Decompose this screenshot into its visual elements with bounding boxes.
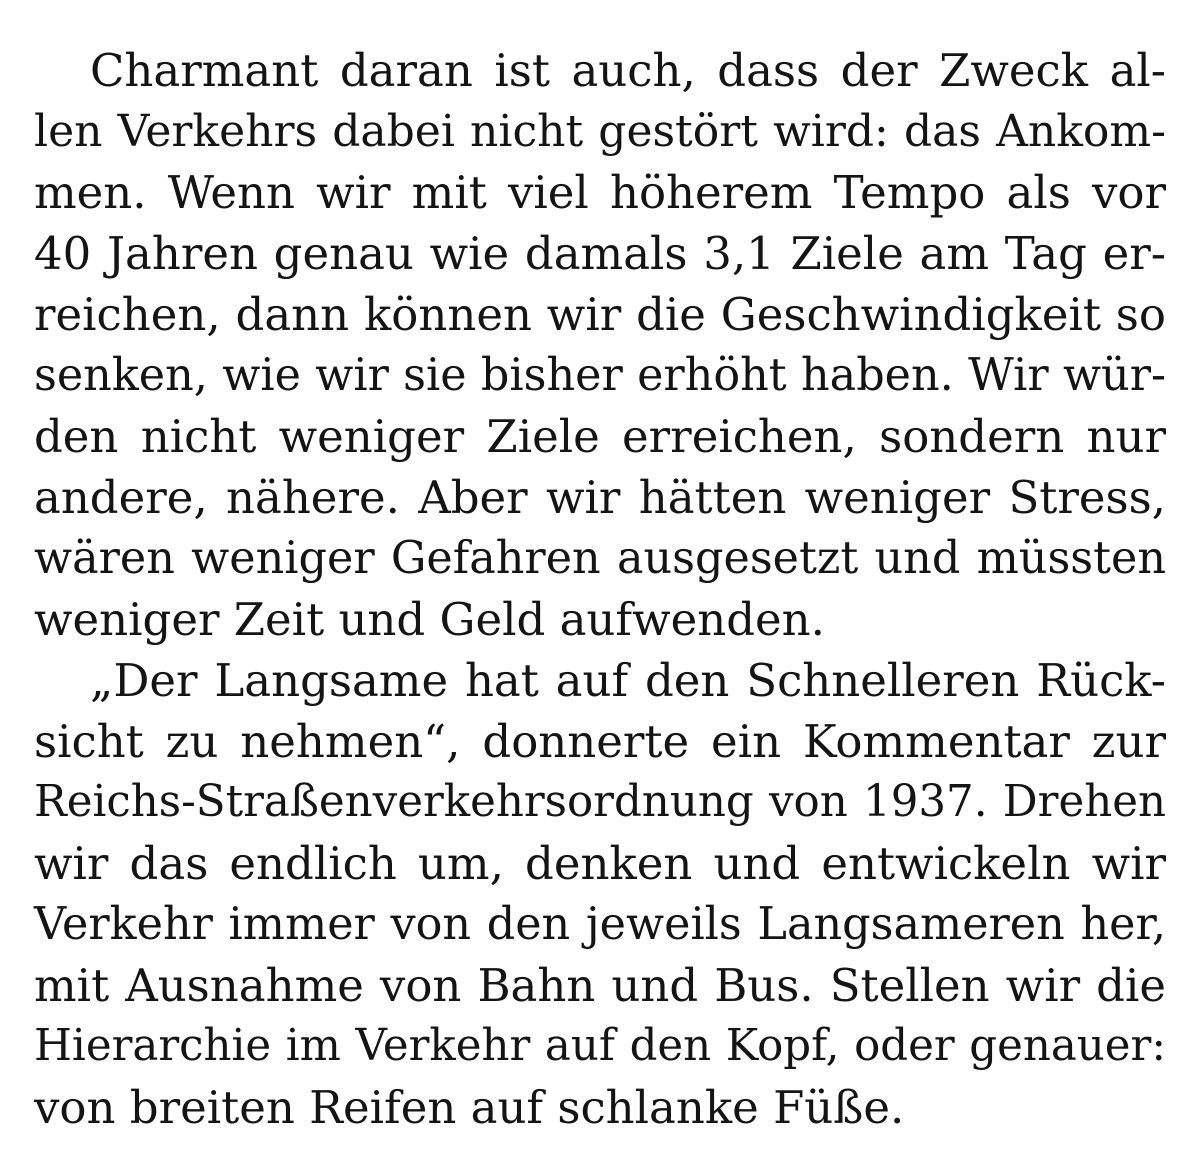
text-line: wir das endlich um, denken und entwickeln wir xyxy=(34,837,1166,890)
text-line: von breiten Reifen auf schlanke Füße. xyxy=(34,1081,905,1134)
text-line: wären weniger Gefahren ausgesetzt und müssten xyxy=(34,533,1166,584)
text-line: Reichs-Straßenverkehrsordnung von 1937. Drehen xyxy=(34,777,1166,827)
text-line: len Verkehrs dabei nicht gestört wird: das Ankom- xyxy=(34,106,1166,157)
paragraph-2 xyxy=(34,650,1166,1138)
text-line: Hierarchie im Verkehr auf den Kopf, oder genauer: xyxy=(34,1021,1166,1071)
text-line: mit Ausnahme von Bahn und Bus. Stellen wir die xyxy=(34,959,1166,1012)
text-line: senken, wie wir sie bisher erhöht haben. Wir wür- xyxy=(34,350,1166,401)
book-page xyxy=(34,40,1166,1138)
paragraph-1 xyxy=(34,40,1166,650)
text-line: sicht zu nehmen“, donnerte ein Kommentar zur xyxy=(34,715,1166,768)
text-line: den nicht weniger Ziele erreichen, sondern nur xyxy=(34,410,1166,463)
text-line: weniger Zeit und Geld aufwenden. xyxy=(34,593,825,646)
text-line: men. Wenn wir mit viel höherem Tempo als vor xyxy=(34,166,1166,219)
text-line: Charmant daran ist auch, dass der Zweck al- xyxy=(90,44,1166,97)
text-line: 40 Jahren genau wie damals 3,1 Ziele am Tag er- xyxy=(34,227,1166,280)
text-line: reichen, dann können wir die Geschwindigkeit so xyxy=(34,288,1166,341)
text-line: andere, nähere. Aber wir hätten weniger Stress, xyxy=(34,471,1166,524)
text-line: Verkehr immer von den jeweils Langsameren her, xyxy=(34,899,1166,950)
text-line: „Der Langsame hat auf den Schnelleren Rück- xyxy=(90,654,1166,707)
